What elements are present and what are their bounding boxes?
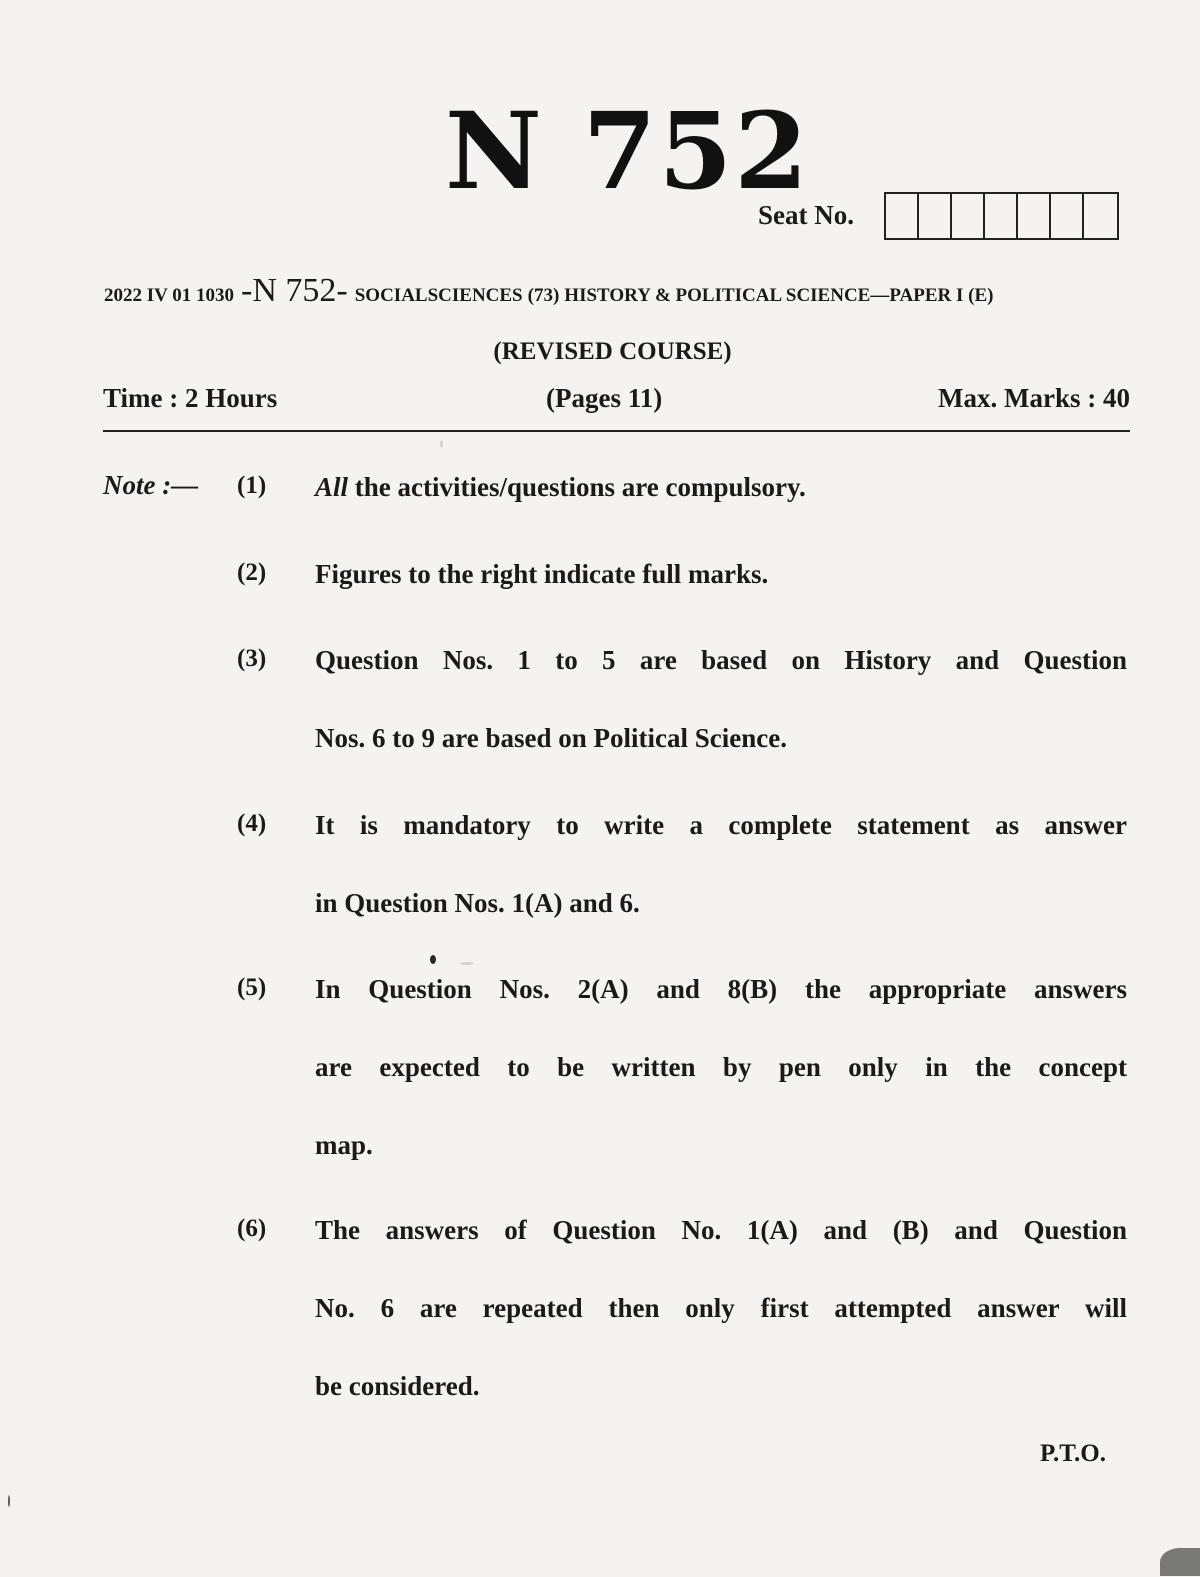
subject-title-c: HISTORY & POLITICAL SCIENCE—PAPER I (E) bbox=[564, 285, 994, 306]
ink-speck bbox=[430, 955, 436, 964]
ink-speck bbox=[1160, 1548, 1200, 1576]
exam-pages: (Pages 11) bbox=[546, 383, 663, 413]
note-number: (5) bbox=[237, 974, 267, 1001]
seat-box[interactable] bbox=[919, 194, 952, 238]
note-line: Figures to the right indicate full marks. bbox=[315, 559, 769, 589]
seat-box[interactable] bbox=[1051, 194, 1084, 238]
note-line: No. 6 are repeated then only first attempted answer will bbox=[315, 1293, 1127, 1323]
note-number: (1) bbox=[237, 472, 267, 499]
ink-speck bbox=[460, 962, 474, 965]
exam-time: Time : 2 Hours bbox=[103, 383, 278, 413]
note-number: (2) bbox=[237, 559, 267, 586]
subject-title-b: (73) bbox=[527, 285, 560, 306]
seat-number-label: Seat No. bbox=[758, 200, 854, 230]
note-text bbox=[315, 1191, 1127, 1425]
ink-speck bbox=[8, 1495, 10, 1507]
seat-box[interactable] bbox=[1084, 194, 1117, 238]
note-text bbox=[315, 786, 1127, 942]
note-line: The answers of Question No. 1(A) and (B) and Question bbox=[315, 1215, 1127, 1245]
note-text bbox=[315, 950, 1127, 1184]
note-line: It is mandatory to write a complete statement as answer bbox=[315, 810, 1127, 840]
exam-meta-row bbox=[103, 383, 1130, 417]
note-line: Question Nos. 1 to 5 are based on History and Question bbox=[315, 645, 1127, 675]
note-text bbox=[315, 621, 1127, 777]
seat-box[interactable] bbox=[1018, 194, 1051, 238]
seat-box[interactable] bbox=[886, 194, 919, 238]
note-number: (6) bbox=[237, 1215, 267, 1242]
header-divider bbox=[103, 430, 1130, 432]
note-line: are expected to be written by pen only in the concept bbox=[315, 1052, 1127, 1082]
note-number: (3) bbox=[237, 645, 267, 672]
note-text bbox=[315, 448, 975, 526]
paper-code: N 752 bbox=[445, 88, 811, 213]
note-text bbox=[315, 535, 955, 613]
seat-box[interactable] bbox=[952, 194, 985, 238]
subject-prefix: 2022 IV 01 1030 bbox=[104, 285, 235, 306]
emphasis-all: All bbox=[315, 472, 349, 502]
note-line: In Question Nos. 2(A) and 8(B) the appropriate answers bbox=[315, 974, 1127, 1004]
note-line: in Question Nos. 1(A) and 6. bbox=[315, 888, 640, 918]
note-number: (4) bbox=[237, 810, 267, 837]
exam-max-marks: Max. Marks : 40 bbox=[938, 383, 1130, 413]
course-label: (REVISED COURSE) bbox=[493, 338, 732, 365]
note-line: All the activities/questions are compulsory. bbox=[315, 472, 806, 502]
seat-box[interactable] bbox=[985, 194, 1018, 238]
note-label: Note :— bbox=[103, 470, 199, 500]
please-turn-over: P.T.O. bbox=[1040, 1440, 1106, 1467]
note-line: be considered. bbox=[315, 1371, 480, 1401]
note-line: map. bbox=[315, 1130, 373, 1160]
subject-code: -N 752- bbox=[241, 272, 348, 309]
subject-line bbox=[104, 272, 1134, 310]
note-line: Nos. 6 to 9 are based on Political Science. bbox=[315, 723, 787, 753]
ink-speck bbox=[440, 440, 443, 448]
seat-number-boxes[interactable] bbox=[884, 192, 1119, 240]
subject-title-a: SOCIALSCIENCES bbox=[354, 285, 523, 306]
